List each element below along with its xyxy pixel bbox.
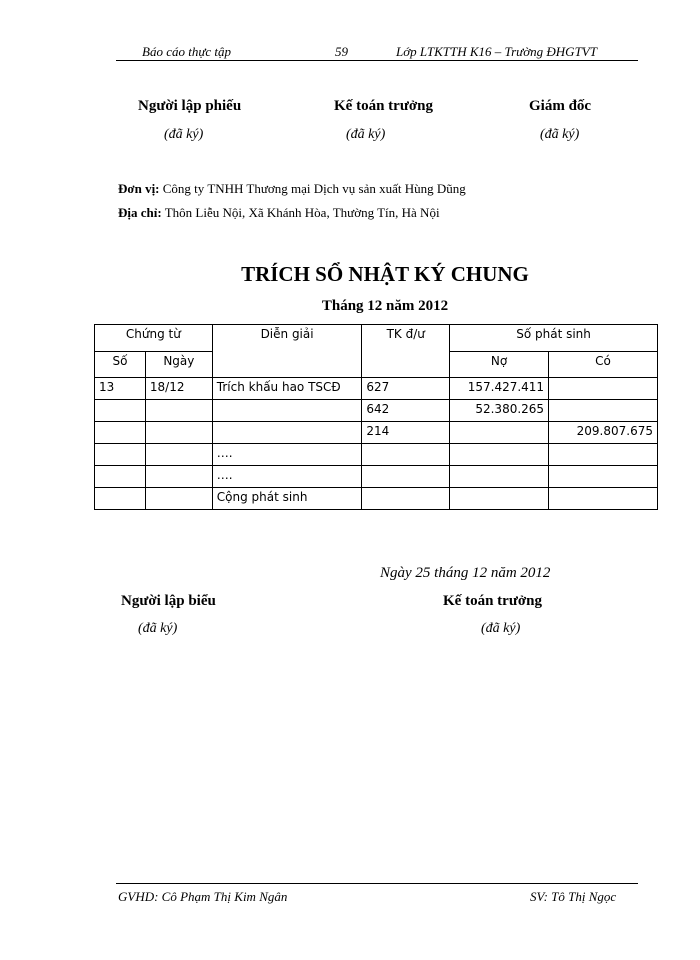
- signature-note-chief-accountant-bottom: (đã ký): [481, 621, 521, 636]
- address-value: Thôn Liễu Nội, Xã Khánh Hòa, Thường Tín, Hà Nội: [164, 205, 440, 220]
- cell-account: [362, 466, 450, 488]
- footer-left: GVHD: Cô Phạm Thị Kim Ngân: [118, 889, 288, 904]
- signature-title-preparer: Người lập phiếu: [138, 98, 242, 114]
- table-total-row: [95, 488, 658, 510]
- table-row: [95, 400, 658, 422]
- journal-table: [94, 324, 658, 510]
- cell-description: [212, 400, 362, 422]
- cell-debit: [450, 444, 549, 466]
- cell-date: [145, 400, 212, 422]
- document-title: TRÍCH SỔ NHẬT KÝ CHUNG: [241, 262, 529, 286]
- company-unit: [118, 181, 466, 197]
- cell-date: [145, 444, 212, 466]
- table-header-row: [95, 325, 658, 352]
- cell-credit: [549, 444, 658, 466]
- cell-debit: 157.427.411: [450, 378, 549, 400]
- cell-credit: [549, 400, 658, 422]
- cell-no: 13: [95, 378, 146, 400]
- cell-debit: [450, 422, 549, 444]
- unit-label: Đơn vị:: [118, 181, 160, 196]
- header-debit: Nợ: [450, 352, 549, 378]
- header-voucher: Chứng từ: [95, 325, 213, 352]
- cell-debit: [450, 466, 549, 488]
- header-description: Diễn giải: [212, 325, 362, 378]
- header-account: TK đ/ư: [362, 325, 450, 378]
- unit-value: Công ty TNHH Thương mại Dịch vụ sản xuất Hùng Dũng: [162, 181, 466, 196]
- cell-description: ….: [212, 466, 362, 488]
- signature-note-director: (đã ký): [540, 127, 580, 142]
- address-label: Địa chỉ:: [118, 205, 162, 220]
- cell-debit: [450, 488, 549, 510]
- cell-no: [95, 400, 146, 422]
- page-number: 59: [335, 44, 348, 59]
- cell-no: [95, 488, 146, 510]
- cell-credit: [549, 378, 658, 400]
- signature-note-chief-accountant: (đã ký): [346, 127, 386, 142]
- table-row: [95, 422, 658, 444]
- signature-title-preparer-bottom: Người lập biểu: [121, 593, 216, 609]
- cell-no: [95, 466, 146, 488]
- footer-rule: [116, 883, 638, 884]
- signature-title-chief-accountant-bottom: Kế toán trưởng: [443, 593, 542, 609]
- date-line: Ngày 25 tháng 12 năm 2012: [380, 565, 551, 581]
- signature-note-preparer-bottom: (đã ký): [138, 621, 178, 636]
- cell-date: [145, 466, 212, 488]
- cell-description: [212, 422, 362, 444]
- cell-description: Cộng phát sinh: [212, 488, 362, 510]
- cell-account: [362, 444, 450, 466]
- header-left: Báo cáo thực tập: [142, 44, 232, 59]
- cell-credit: 209.807.675: [549, 422, 658, 444]
- cell-account: 642: [362, 400, 450, 422]
- cell-date: [145, 488, 212, 510]
- cell-no: [95, 422, 146, 444]
- header-rule: [116, 60, 638, 61]
- cell-description: Trích khấu hao TSCĐ: [212, 378, 362, 400]
- cell-date: 18/12: [145, 378, 212, 400]
- cell-debit: 52.380.265: [450, 400, 549, 422]
- table-row: [95, 378, 658, 400]
- table-row: [95, 466, 658, 488]
- company-address: [118, 205, 440, 221]
- signature-title-director: Giám đốc: [529, 98, 592, 114]
- signature-note-preparer: (đã ký): [164, 127, 204, 142]
- cell-description: ….: [212, 444, 362, 466]
- document-period: Tháng 12 năm 2012: [321, 298, 449, 314]
- cell-account: [362, 488, 450, 510]
- signature-title-chief-accountant: Kế toán trưởng: [334, 98, 433, 114]
- cell-no: [95, 444, 146, 466]
- header-right: Lớp LTKTTH K16 – Trường ĐHGTVT: [396, 44, 597, 59]
- cell-account: 627: [362, 378, 450, 400]
- footer-right: SV: Tô Thị Ngọc: [530, 889, 617, 904]
- cell-account: 214: [362, 422, 450, 444]
- header-date: Ngày: [145, 352, 212, 378]
- table-row: [95, 444, 658, 466]
- cell-credit: [549, 466, 658, 488]
- header-no: Số: [95, 352, 146, 378]
- cell-credit: [549, 488, 658, 510]
- header-amount: Số phát sinh: [450, 325, 658, 352]
- cell-date: [145, 422, 212, 444]
- header-credit: Có: [549, 352, 658, 378]
